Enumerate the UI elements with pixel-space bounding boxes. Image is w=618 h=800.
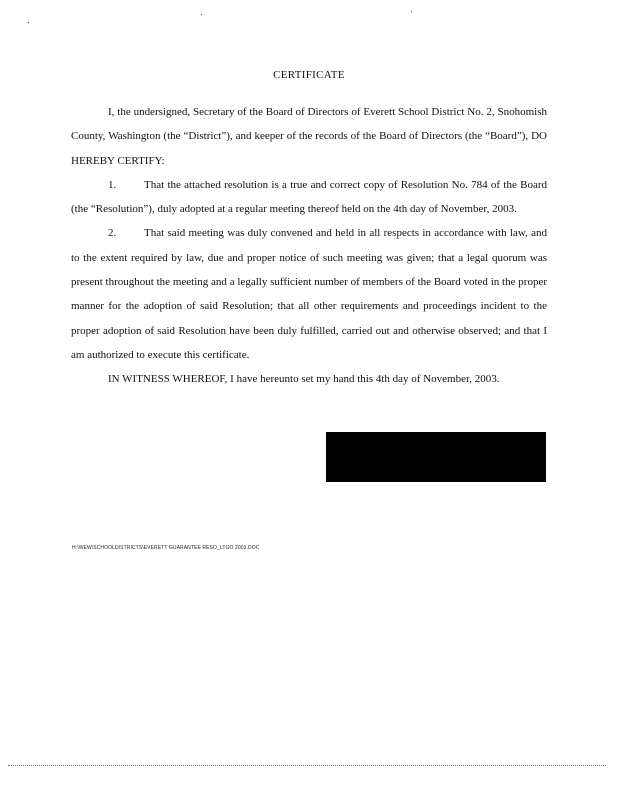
scan-speck [201, 14, 202, 15]
certification-item-2 [71, 221, 547, 367]
certification-item-1 [71, 173, 547, 222]
intro-paragraph: I, the undersigned, Secretary of the Board of Directors of Everett School District No. 2, Snohomish County, Washington (the “District”), and keeper of the records of the Board of Directors (the “Board”), DO HEREBY CERTIFY: [71, 106, 547, 167]
item-text: That said meeting was duly convened and held in all respects in accordance with law, and to the extent required by law, due and proper notice of such meeting was given; that a legal quorum was present throughout the meeting and a legally sufficient number of members of the Board voted in the proper manner for the adoption of said Resolution; that all other requirements and proceedings incident to the proper adoption of said Resolution have been duly fulfilled, carried out and otherwise observed; and that I am authorized to execute this certificate. [71, 227, 547, 361]
file-path-footer: H:\WEW\SCHOOLDISTRICTS\EVERETT GUARANTEE RESO_LTGO 2003.DOC [72, 545, 260, 551]
item-number: 2. [108, 227, 117, 240]
redacted-signature-block [326, 432, 546, 482]
scan-speck [28, 22, 29, 23]
document-title: CERTIFICATE [273, 69, 345, 81]
witness-paragraph: IN WITNESS WHEREOF, I have hereunto set my hand this 4th day of November, 2003. [108, 373, 500, 386]
item-text: That the attached resolution is a true and correct copy of Resolution No. 784 of the Board (the “Resolution”), duly adopted at a regular meeting thereof held on the 4th day of November, 2003. [71, 178, 547, 216]
fax-transmission-line [8, 765, 606, 766]
item-number: 1. [108, 178, 117, 191]
scan-speck [411, 11, 412, 12]
certificate-body [71, 100, 547, 392]
